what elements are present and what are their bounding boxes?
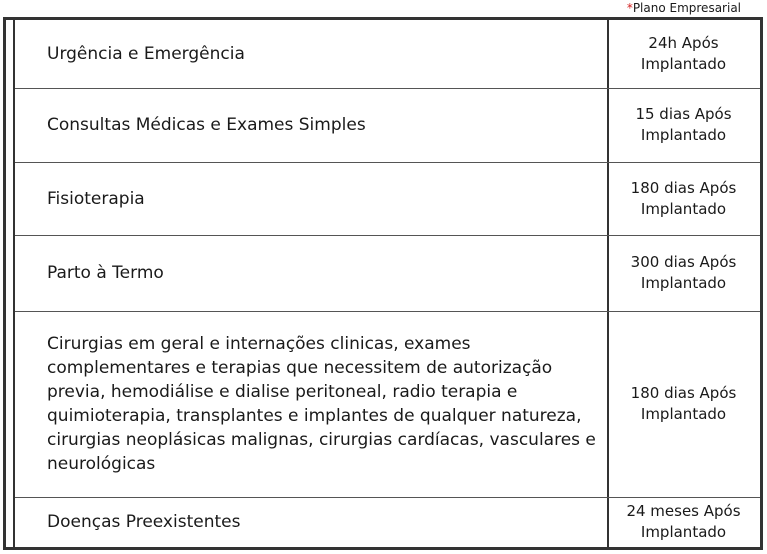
waiting-period-table [3,17,763,550]
plan-type-label: Plano Empresarial [632,1,741,15]
asterisk-marker: * [626,1,633,15]
table-row [15,311,760,498]
waiting-period-text: 24 meses Após Implantado [626,502,741,541]
waiting-period-text: 300 dias Após Implantado [630,253,737,292]
coverage-label: Cirurgias em geral e internações clinicas, exames complementares e terapias que necessitem de autorização previa, hemodiálise e dialise peritoneal, radio terapia e quimioterapia, transplantes e implantes de qualquer natureza, cirurgias neoplásicas malignas, cirurgias cardíacas, vasculares e neurológicas [47,334,596,474]
waiting-period-value [607,497,760,547]
coverage-label: Parto à Termo [47,263,164,283]
waiting-period-text: 15 dias Após Implantado [635,105,732,144]
waiting-period-text: 180 dias Após Implantado [630,178,737,218]
waiting-period-value [607,235,760,311]
table-row [15,497,760,547]
waiting-period-value [607,20,760,88]
waiting-period-text: 24h Após Implantado [640,34,727,73]
table-row [15,235,760,312]
waiting-period-value [607,88,760,162]
table-row [15,20,760,89]
waiting-period-text: 180 dias Após Implantado [630,384,737,423]
table-row [15,162,760,236]
waiting-period-value [607,162,760,235]
table-row [15,88,760,163]
coverage-label: Consultas Médicas e Exames Simples [47,115,366,135]
coverage-label: Doenças Preexistentes [47,512,241,532]
waiting-period-value [607,311,760,497]
coverage-label: Fisioterapia [47,188,145,209]
plan-type-note [627,1,741,15]
coverage-label: Urgência e Emergência [47,44,245,64]
